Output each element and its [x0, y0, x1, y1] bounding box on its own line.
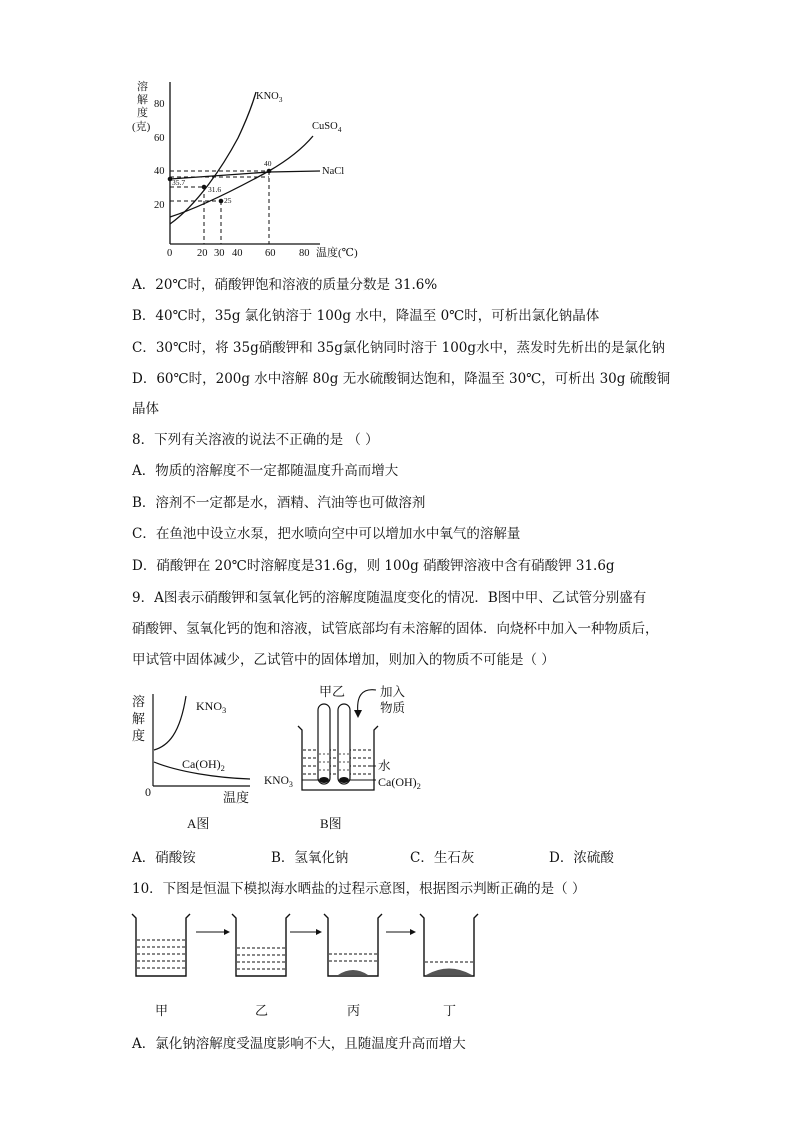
- y-label-1: 溶: [137, 81, 148, 93]
- fig-b-add-2: 物质: [380, 701, 406, 715]
- q9-option-c: C．生石灰: [410, 850, 475, 866]
- solubility-graph: [128, 76, 358, 261]
- q8-option-d: D．硝酸钾在 20℃时溶解度是31.6g，则 100g 硝酸钾溶液中含有硝酸钾 31.6g: [132, 558, 615, 574]
- fig-b-caoh-label: $Ca(OH)_2$: [378, 775, 421, 791]
- q7-option-a: A．20℃时，硝酸钾饱和溶液的质量分数是 31.6%: [132, 277, 438, 293]
- q9-option-d: D．浓硫酸: [549, 850, 614, 866]
- nacl-curve: [170, 171, 320, 179]
- fig-b-tube-labels: 甲乙: [319, 684, 346, 699]
- nacl-label: NaCl: [322, 166, 345, 177]
- x-tick-0: 0: [167, 248, 173, 259]
- fig-a-kno3-label: $KNO_3$: [196, 699, 227, 715]
- fig-a-caption: A图: [187, 816, 210, 831]
- q8-option-c: C．在鱼池中设立水泵，把水喷向空中可以增加水中氧气的溶解量: [132, 526, 521, 542]
- fig-b-tube-yi: [338, 704, 350, 784]
- kno3-label: $KNO_3$: [256, 91, 283, 104]
- x-axis-label: 温度(℃): [316, 247, 358, 259]
- point-label-40: 40: [264, 159, 272, 168]
- fig-b-caption: B图: [320, 816, 342, 831]
- y-tick-80: 80: [154, 99, 165, 110]
- beaker-bing: [324, 914, 382, 976]
- q8-stem: 8．下列有关溶液的说法不正确的是 （ ）: [132, 432, 379, 448]
- point-label-31-6: 31.6: [208, 185, 222, 194]
- fig-a-ylabel-2: 解: [132, 711, 146, 726]
- q9-option-b: B．氢氧化钠: [271, 850, 349, 866]
- fig-b-water-label: 水: [378, 759, 391, 773]
- figure-b: [262, 682, 452, 838]
- q9-option-a: A．硝酸铵: [132, 850, 196, 866]
- q10-stem: 10．下图是恒温下模拟海水晒盐的过程示意图，根据图示判断正确的是（ ）: [132, 881, 586, 897]
- fig-a-ylabel-1: 溶: [132, 694, 146, 709]
- beaker-ding: [420, 914, 478, 976]
- cuso4-label: CuSO$_4$: [312, 121, 342, 134]
- beaker-label-ding: 丁: [443, 1003, 457, 1018]
- y-label-4: (克): [132, 121, 151, 133]
- q10-option-a: A．氯化钠溶解度受温度影响不大，且随温度升高而增大: [132, 1036, 466, 1052]
- fig-a-caoh-label: $Ca(OH)_2$: [182, 757, 225, 773]
- fig-b-kno3-label: $KNO_3$: [264, 775, 293, 789]
- y-tick-40: 40: [154, 166, 165, 177]
- x-tick-40: 40: [232, 248, 243, 259]
- q8-option-b: B．溶剂不一定都是水，酒精、汽油等也可做溶剂: [132, 495, 426, 511]
- fig-a-xlabel: 温度: [223, 790, 250, 805]
- q10-beakers-figure: [128, 910, 498, 1025]
- x-tick-30: 30: [214, 248, 225, 259]
- kno3-curve: [170, 92, 256, 224]
- beaker-yi: [232, 914, 290, 976]
- beaker-label-jia: 甲: [155, 1003, 169, 1018]
- beaker-jia: [132, 914, 190, 976]
- point-label-25: 25: [224, 196, 232, 205]
- q7-option-d-cont: 晶体: [132, 401, 159, 417]
- q9-stem-3: 甲试管中固体减少，乙试管中的固体增加，则加入的物质不可能是（ ）: [132, 652, 555, 668]
- q8-option-a: A．物质的溶解度不一定都随温度升高而增大: [132, 463, 399, 479]
- fig-b-tube-jia: [318, 704, 330, 784]
- q9-stem-1: 9．A图表示硝酸钾和氢氧化钙的溶解度随温度变化的情况．B图中甲、乙试管分别盛有: [132, 590, 647, 606]
- x-tick-60: 60: [265, 248, 276, 259]
- fig-b-add-1: 加入: [380, 685, 406, 699]
- q9-stem-2: 硝酸钾、氢氧化钙的饱和溶液，试管底部均有未溶解的固体．向烧杯中加入一种物质后，: [132, 621, 659, 637]
- q7-option-c: C．30℃时，将 35g硝酸钾和 35g氯化钠同时溶于 100g水中，蒸发时先析出的是氯化钠: [132, 340, 666, 356]
- point-label-35-7: 35.7: [172, 178, 186, 187]
- beaker-label-yi: 乙: [255, 1003, 269, 1018]
- figure-a: [128, 686, 278, 836]
- y-tick-20: 20: [154, 200, 165, 211]
- q7-option-b: B．40℃时，35g 氯化钠溶于 100g 水中，降温至 0℃时，可析出氯化钠晶体: [132, 308, 600, 324]
- fig-a-ylabel-3: 度: [132, 728, 146, 743]
- x-tick-80: 80: [299, 248, 310, 259]
- x-tick-20: 20: [197, 248, 208, 259]
- y-label-2: 解: [137, 94, 148, 106]
- y-label-3: 度: [137, 107, 148, 119]
- y-tick-60: 60: [154, 133, 165, 144]
- beaker-label-bing: 丙: [347, 1003, 361, 1018]
- fig-a-kno3-curve: [154, 696, 186, 750]
- q7-option-d: D．60℃时，200g 水中溶解 80g 无水硫酸铜达饱和，降温至 30℃，可析出 30g 硫酸铜: [132, 371, 671, 387]
- fig-a-origin: 0: [145, 785, 151, 799]
